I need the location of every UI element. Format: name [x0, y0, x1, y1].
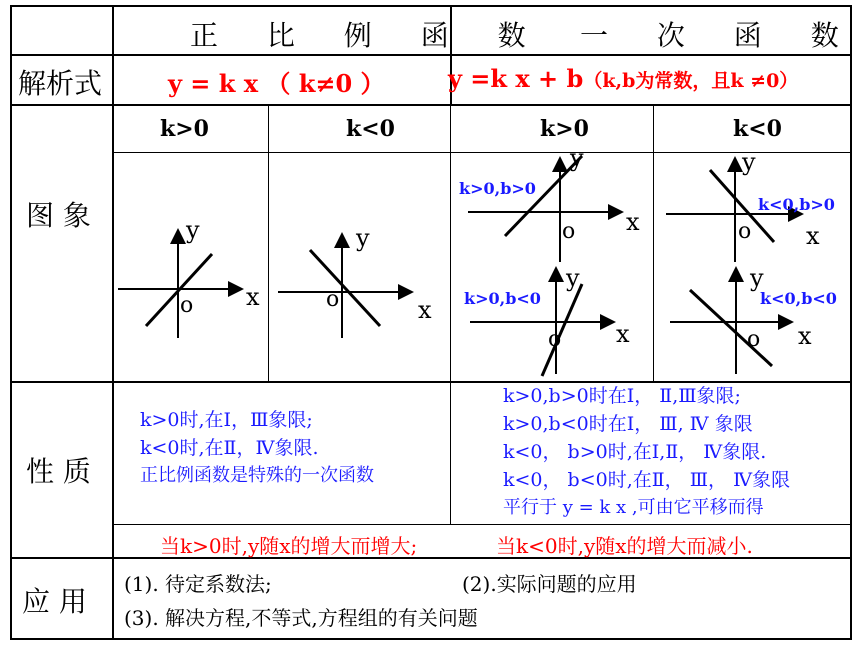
monotonic-positive: 当k>0时,y随x的增大而增大; [160, 534, 418, 558]
function-line [310, 250, 380, 326]
prop-line: k>0时,在Ⅰ，Ⅲ象限; [140, 409, 313, 431]
graph-linear-kneg-bpos [666, 148, 835, 262]
origin-label: o [747, 327, 761, 352]
application-item-1: (1). 待定系数法; [124, 572, 272, 596]
prop-line: k<0， b>0时,在Ⅰ,Ⅱ， Ⅳ象限. [503, 441, 767, 463]
graph-header-prop-kpos: k>0 [160, 116, 209, 142]
properties-linear [503, 382, 790, 522]
graph-header-linear-kneg: k<0 [733, 116, 782, 142]
graph-header-linear-kpos: k>0 [540, 116, 589, 142]
condition-label: k<0,b>0 [758, 195, 835, 214]
y-label: y [570, 144, 584, 172]
row-label-property: 性 质 [26, 455, 91, 488]
properties-proportional [140, 406, 374, 490]
origin-label: o [326, 287, 340, 312]
y-label: y [356, 224, 370, 252]
y-label: y [566, 264, 580, 292]
row-label-formula: 解析式 [18, 67, 103, 100]
application-item-2: (2).实际问题的应用 [462, 572, 637, 596]
prop-line: k>0,b<0时在Ⅰ， Ⅲ, Ⅳ 象限 [503, 413, 753, 435]
origin-label: o [562, 219, 576, 244]
condition-label: k>0,b<0 [464, 289, 541, 308]
monotonic-negative: 当k<0时,y随x的增大而减小. [496, 534, 753, 558]
x-label: x [418, 296, 432, 324]
header-linear: 一 次 函 数 [580, 19, 859, 52]
prop-line: 正比例函数是特殊的一次函数 [140, 465, 374, 486]
application-item-3: (3). 解决方程,不等式,方程组的有关问题 [124, 606, 478, 630]
graph-linear-kpos-bpos [459, 144, 640, 262]
graph-linear-kneg-bneg [670, 264, 837, 374]
origin-label: o [548, 327, 562, 352]
condition-label: k>0,b>0 [459, 179, 536, 198]
y-label: y [742, 148, 756, 176]
formula-linear-main: y =k x + b [448, 64, 584, 93]
y-label: y [186, 216, 200, 244]
x-label: x [246, 283, 260, 311]
row-label-graph: 图 象 [26, 199, 91, 232]
graph-header-prop-kneg: k<0 [346, 116, 395, 142]
prop-line: k<0时,在Ⅱ，Ⅳ象限. [140, 437, 319, 459]
origin-label: o [738, 219, 752, 244]
x-label: x [626, 208, 640, 236]
graph-prop-kneg [278, 224, 432, 338]
x-label: x [616, 320, 630, 348]
graph-prop-kpos [118, 216, 260, 338]
x-label: x [798, 322, 812, 350]
header-proportional: 正 比 例 函 数 [190, 19, 546, 52]
y-label: y [750, 264, 764, 292]
prop-line: k<0， b<0时,在Ⅱ， Ⅲ， Ⅳ象限 [503, 469, 791, 491]
prop-line: k>0,b>0时在Ⅰ， Ⅱ,Ⅲ象限; [503, 385, 741, 407]
x-label: x [806, 222, 820, 250]
row-label-application: 应 用 [22, 585, 87, 618]
condition-label: k<0,b<0 [760, 289, 837, 308]
formula-proportional: y = k x （ k≠0 ） [168, 69, 385, 98]
prop-line: 平行于 y = k x ,可由它平移而得 [503, 497, 764, 518]
formula-linear-note: （k,b为常数，且k ≠0） [583, 70, 799, 92]
graph-linear-kpos-bneg [464, 264, 630, 376]
origin-label: o [180, 293, 194, 318]
